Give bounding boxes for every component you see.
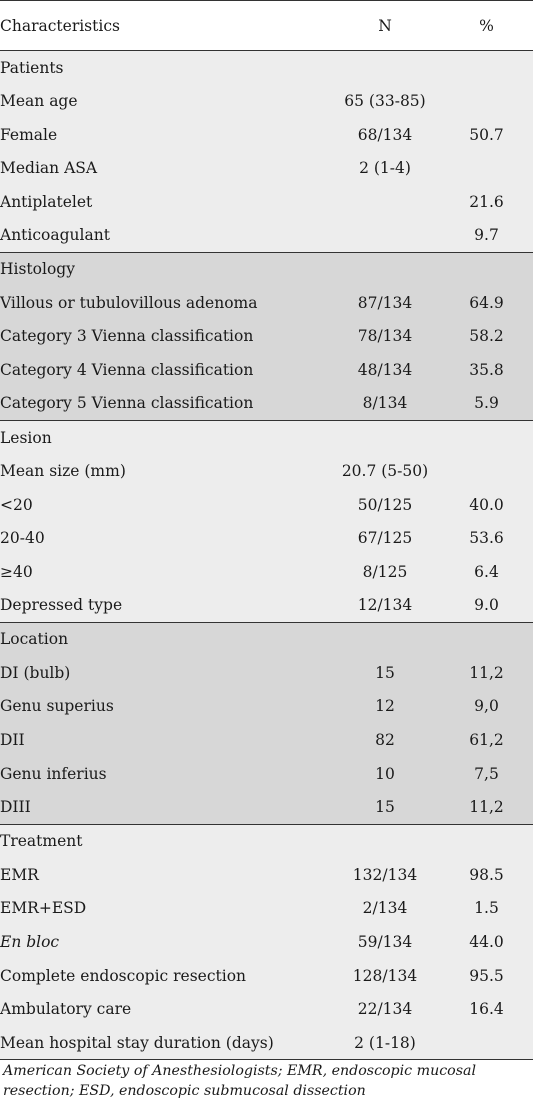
section-title: Patients — [0, 51, 533, 85]
row-label: Female — [0, 118, 330, 152]
row-pct-value — [440, 151, 533, 185]
section-row — [0, 51, 533, 85]
table-row — [0, 320, 533, 354]
table-row — [0, 1026, 533, 1060]
header-pct: % — [440, 1, 533, 51]
table-row — [0, 118, 533, 152]
row-pct-value: 9.7 — [440, 219, 533, 253]
row-label: Mean size (mm) — [0, 454, 330, 488]
row-label: Category 4 Vienna classification — [0, 353, 330, 387]
row-label: En bloc — [0, 925, 330, 959]
row-n-value: 132/134 — [330, 858, 440, 892]
row-pct-value: 50.7 — [440, 118, 533, 152]
table-row — [0, 858, 533, 892]
row-label: ≥40 — [0, 555, 330, 589]
row-label: Complete endoscopic resection — [0, 959, 330, 993]
row-pct-value: 9,0 — [440, 690, 533, 724]
row-n-value: 128/134 — [330, 959, 440, 993]
table-row — [0, 723, 533, 757]
row-label: Median ASA — [0, 151, 330, 185]
row-n-value: 2 (1-18) — [330, 1026, 440, 1060]
row-n-value: 50/125 — [330, 488, 440, 522]
row-n-value: 87/134 — [330, 286, 440, 320]
row-n-value: 8/125 — [330, 555, 440, 589]
row-pct-value — [440, 84, 533, 118]
row-pct-value: 11,2 — [440, 656, 533, 690]
table-row — [0, 992, 533, 1026]
row-pct-value: 16.4 — [440, 992, 533, 1026]
row-n-value — [330, 219, 440, 253]
row-n-value: 15 — [330, 791, 440, 825]
row-n-value: 8/134 — [330, 387, 440, 421]
row-pct-value: 9.0 — [440, 589, 533, 623]
row-n-value: 68/134 — [330, 118, 440, 152]
header-n: N — [330, 1, 440, 51]
row-label: Mean hospital stay duration (days) — [0, 1026, 330, 1060]
row-label: DII — [0, 723, 330, 757]
row-label: Anticoagulant — [0, 219, 330, 253]
table-footnote: American Society of Anesthesiologists; EMR, endoscopic mucosal resection; ESD, endoscopic submucosal dissection — [3, 1063, 476, 1099]
row-pct-value: 21.6 — [440, 185, 533, 219]
table-row — [0, 387, 533, 421]
row-pct-value: 5.9 — [440, 387, 533, 421]
row-n-value: 67/125 — [330, 521, 440, 555]
row-label: DIII — [0, 791, 330, 825]
row-pct-value: 35.8 — [440, 353, 533, 387]
table-row — [0, 690, 533, 724]
row-pct-value: 1.5 — [440, 892, 533, 926]
table-body — [0, 51, 533, 1060]
row-pct-value: 95.5 — [440, 959, 533, 993]
table-row — [0, 925, 533, 959]
row-n-value: 2/134 — [330, 892, 440, 926]
row-pct-value — [440, 454, 533, 488]
section-title: Lesion — [0, 421, 533, 455]
row-label: DI (bulb) — [0, 656, 330, 690]
table-row — [0, 757, 533, 791]
row-n-value: 2 (1-4) — [330, 151, 440, 185]
table-row — [0, 151, 533, 185]
table-row — [0, 656, 533, 690]
row-label: Antiplatelet — [0, 185, 330, 219]
row-label: Ambulatory care — [0, 992, 330, 1026]
table-row — [0, 219, 533, 253]
row-pct-value: 64.9 — [440, 286, 533, 320]
section-row — [0, 421, 533, 455]
row-label: Category 3 Vienna classification — [0, 320, 330, 354]
row-pct-value: 58.2 — [440, 320, 533, 354]
table-row — [0, 84, 533, 118]
section-title: Treatment — [0, 824, 533, 858]
row-n-value: 15 — [330, 656, 440, 690]
section-row — [0, 622, 533, 656]
table-row — [0, 454, 533, 488]
row-n-value: 20.7 (5-50) — [330, 454, 440, 488]
table-row — [0, 555, 533, 589]
table-row — [0, 286, 533, 320]
row-label: EMR — [0, 858, 330, 892]
row-pct-value — [440, 1026, 533, 1060]
header-characteristics: Characteristics — [0, 1, 330, 51]
row-label: Depressed type — [0, 589, 330, 623]
section-title: Histology — [0, 252, 533, 286]
row-pct-value: 61,2 — [440, 723, 533, 757]
table-row — [0, 353, 533, 387]
table-row — [0, 791, 533, 825]
header-row — [0, 1, 533, 51]
table-row — [0, 892, 533, 926]
section-row — [0, 252, 533, 286]
row-pct-value: 40.0 — [440, 488, 533, 522]
table-row — [0, 589, 533, 623]
row-label: Genu inferius — [0, 757, 330, 791]
row-n-value: 48/134 — [330, 353, 440, 387]
row-label: Villous or tubulovillous adenoma — [0, 286, 330, 320]
row-n-value: 82 — [330, 723, 440, 757]
row-n-value: 10 — [330, 757, 440, 791]
row-pct-value: 53.6 — [440, 521, 533, 555]
row-pct-value: 7,5 — [440, 757, 533, 791]
row-n-value: 59/134 — [330, 925, 440, 959]
row-pct-value: 6.4 — [440, 555, 533, 589]
table-row — [0, 959, 533, 993]
row-n-value: 12 — [330, 690, 440, 724]
row-n-value: 12/134 — [330, 589, 440, 623]
row-n-value — [330, 185, 440, 219]
row-label: EMR+ESD — [0, 892, 330, 926]
row-label: 20-40 — [0, 521, 330, 555]
table-row — [0, 521, 533, 555]
row-label: Genu superius — [0, 690, 330, 724]
row-pct-value: 11,2 — [440, 791, 533, 825]
row-n-value: 78/134 — [330, 320, 440, 354]
table-row — [0, 185, 533, 219]
row-pct-value: 44.0 — [440, 925, 533, 959]
row-label: <20 — [0, 488, 330, 522]
row-n-value: 22/134 — [330, 992, 440, 1026]
row-label: Category 5 Vienna classification — [0, 387, 330, 421]
section-title: Location — [0, 622, 533, 656]
row-pct-value: 98.5 — [440, 858, 533, 892]
section-row — [0, 824, 533, 858]
row-n-value: 65 (33-85) — [330, 84, 440, 118]
table-row — [0, 488, 533, 522]
row-label: Mean age — [0, 84, 330, 118]
